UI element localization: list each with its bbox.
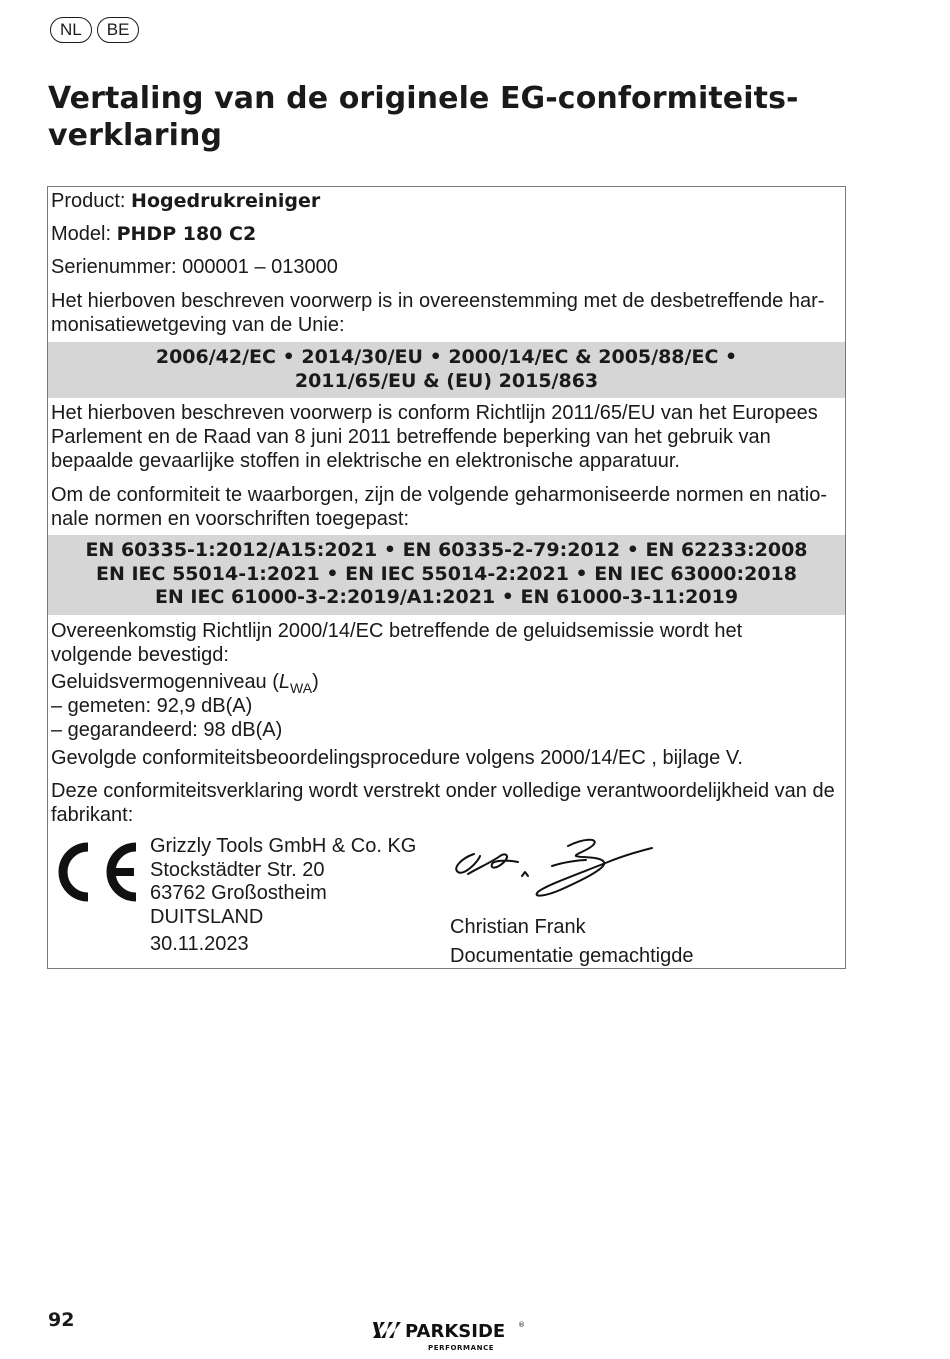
guaranteed-level: – gegarandeerd: 98 dB(A) [51, 719, 283, 741]
standards-intro-line: Om de conformiteit te waarborgen, zijn de volgende geharmoniseerde normen en natio- [51, 484, 827, 506]
brand-name: PARKSIDE [405, 1321, 506, 1342]
brand-sub: PERFORMANCE [428, 1344, 495, 1352]
noise-text [51, 619, 841, 667]
responsibility-text [51, 779, 841, 827]
brand-registered: ® [518, 1321, 525, 1329]
measured-level: – gemeten: 92,9 dB(A) [51, 695, 253, 717]
directives-band [48, 342, 845, 398]
page-number: 92 [48, 1309, 75, 1331]
standard-line: EN IEC 55014-1:2021 • EN IEC 55014-2:2021 • EN IEC 63000:2018 [95, 562, 797, 585]
declaration-date: 30.11.2023 [150, 933, 249, 955]
directive-line: 2006/42/EC • 2014/30/EU • 2000/14/EC & 2005/88/EC • [155, 346, 738, 368]
product-value: Hogedrukreiniger [131, 190, 321, 212]
standard-line: EN 60335-1:2012/A15:2021 • EN 60335-2-79:2012 • EN 62233:2008 [85, 539, 808, 561]
signatory [450, 913, 693, 971]
model-value: PHDP 180 C2 [116, 223, 257, 245]
title-line-2: verklaring [48, 118, 223, 153]
sound-level-close: ) [312, 671, 319, 693]
sound-level-label: Geluidsvermogenniveau ( [51, 671, 279, 693]
standards-intro-line: nale normen en voorschriften toegepast: [51, 508, 409, 530]
noise-line: volgende bevestigd: [51, 644, 229, 666]
lang-badge-nl: NL [50, 17, 92, 43]
responsibility-line: fabrikant: [51, 804, 134, 826]
conformity-intro-line: Het hierboven beschreven voorwerp is in overeenstemming met de desbetreffende har- [51, 290, 825, 312]
page-title [48, 80, 808, 154]
title-line-1: Vertaling van de originele EG-conformiteits- [48, 81, 799, 116]
rohs-line: bepaalde gevaarlijke stoffen in elektrische en elektronische apparatuur. [51, 450, 680, 472]
product-line [51, 189, 841, 213]
conformity-intro-line: monisatiewetgeving van de Unie: [51, 314, 345, 336]
conformity-intro [51, 289, 841, 337]
manufacturer-country: DUITSLAND [150, 905, 264, 928]
declaration-box [47, 186, 846, 969]
model-line [51, 222, 841, 246]
directive-line: 2011/65/EU & (EU) 2015/863 [294, 369, 599, 392]
signatory-name: Christian Frank [450, 916, 586, 938]
manufacturer-address [150, 835, 416, 957]
responsibility-line: Deze conformiteitsverklaring wordt verstrekt onder volledige verantwoordelijkheid van de [51, 780, 835, 802]
sound-level-sub: WA [290, 680, 313, 696]
product-label: Product: [51, 190, 126, 212]
manufacturer-street: Stockstädter Str. 20 [150, 858, 325, 881]
rohs-line: Parlement en de Raad van 8 juni 2011 betreffende beperking van het gebruik van [51, 426, 771, 448]
signatory-role: Documentatie gemachtigde [450, 945, 694, 967]
language-badges [50, 17, 139, 43]
rohs-text [51, 401, 841, 473]
standards-intro [51, 483, 841, 531]
lang-badge-be: BE [97, 17, 140, 43]
standard-line: EN IEC 61000-3-2:2019/A1:2021 • EN 61000-3-11:2019 [154, 586, 739, 608]
noise-line: Overeenkomstig Richtlijn 2000/14/EC betreffende de geluidsemissie wordt het [51, 620, 743, 642]
serial-number: Serienummer: 000001 – 013000 [51, 256, 338, 278]
parkside-logo-icon [372, 1318, 532, 1354]
standards-band [48, 535, 845, 615]
model-label: Model: [51, 223, 112, 245]
procedure-text: Gevolgde conformiteitsbeoordelingsprocedure volgens 2000/14/EC , bijlage V. [51, 747, 743, 769]
rohs-line: Het hierboven beschreven voorwerp is conform Richtlijn 2011/65/EU van het Europees [51, 402, 818, 424]
manufacturer-city: 63762 Großostheim [150, 882, 327, 904]
manufacturer-name: Grizzly Tools GmbH & Co. KG [150, 835, 417, 857]
sound-level-symbol: L [278, 671, 291, 693]
signature-icon [448, 832, 658, 902]
ce-mark-icon [50, 841, 140, 903]
